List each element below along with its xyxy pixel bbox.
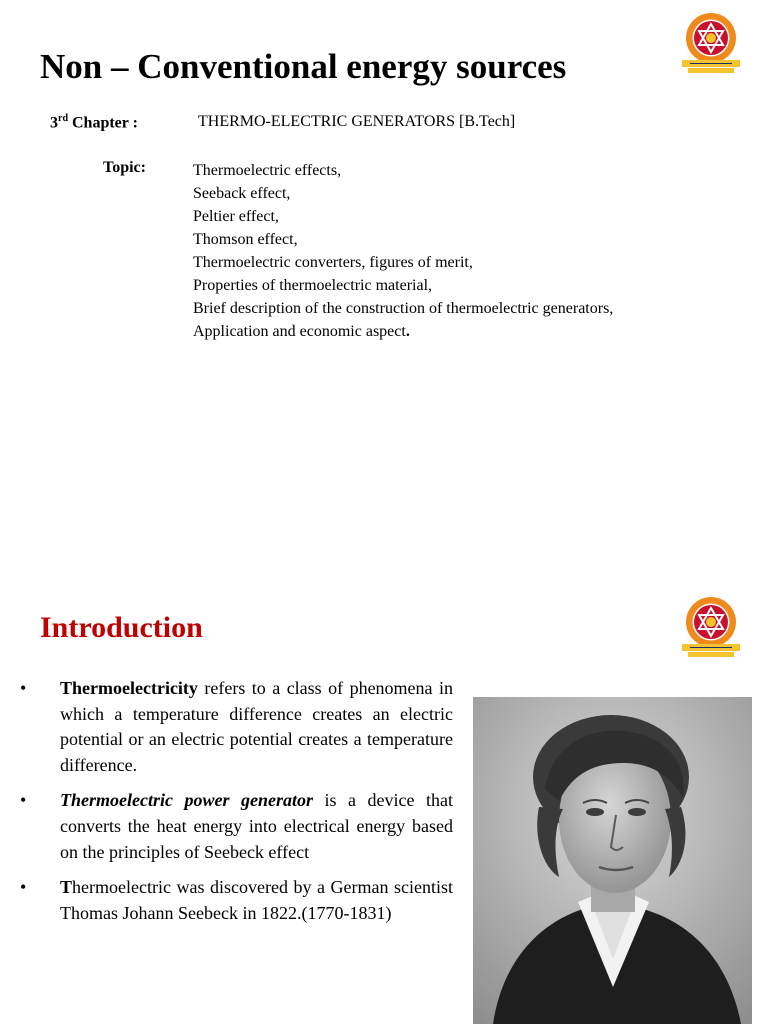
topic-item: Thermoelectric effects, <box>193 162 342 179</box>
topic-item-last <box>193 320 613 343</box>
slide-2 <box>0 512 768 1024</box>
chapter-label-text: Chapter : <box>68 114 138 132</box>
topic-item: Properties of thermoelectric material, <box>193 277 433 294</box>
bullet-lead: T <box>60 877 73 898</box>
bullet-text: is a device that converts the heat energy into electrical energy based on the principles of Seebeck effect <box>60 790 453 862</box>
slide-title: Introduction <box>40 611 203 644</box>
topic-item-text: Application and economic aspect <box>193 323 406 340</box>
topic-final-period: . <box>405 323 410 340</box>
bullet-text: hermoelectric was discovered by a German scientist Thomas Johann Seebeck in 1822.(1770-1831) <box>60 877 453 923</box>
topic-label: Topic: <box>103 159 146 176</box>
chapter-title: THERMO-ELECTRIC GENERATORS [B.Tech] <box>198 113 516 130</box>
bullet-item <box>20 676 453 778</box>
topic-item: Thomson effect, <box>193 231 298 248</box>
topic-item: Brief description of the construction of thermoelectric generators, <box>193 300 614 317</box>
chapter-label <box>50 113 138 132</box>
bullet-list <box>20 676 453 936</box>
institute-logo-icon <box>680 596 742 662</box>
bullet-text: refers to a class of phenomena in which a temperature difference creates an electric potential or an electric potential creates a temperature difference. <box>60 678 453 775</box>
chapter-ordinal-suffix: rd <box>58 113 68 124</box>
bullet-marker: • <box>20 678 27 698</box>
bullet-marker: • <box>20 790 27 811</box>
bullet-lead: Thermoelectric power generator <box>60 790 313 811</box>
seebeck-portrait-image <box>473 697 752 1024</box>
bullet-item <box>20 875 453 926</box>
bullet-marker: • <box>20 877 27 898</box>
bullet-lead: Thermoelectricity <box>60 678 198 698</box>
topic-item: Thermoelectric converters, figures of merit, <box>193 254 473 271</box>
topic-item: Seeback effect, <box>193 185 291 202</box>
topic-item: Peltier effect, <box>193 208 279 225</box>
slide-title: Non – Conventional energy sources <box>40 47 567 86</box>
bullet-item <box>20 788 453 865</box>
topic-list <box>193 159 613 343</box>
institute-logo-icon <box>680 12 742 78</box>
chapter-number: 3 <box>50 114 58 132</box>
